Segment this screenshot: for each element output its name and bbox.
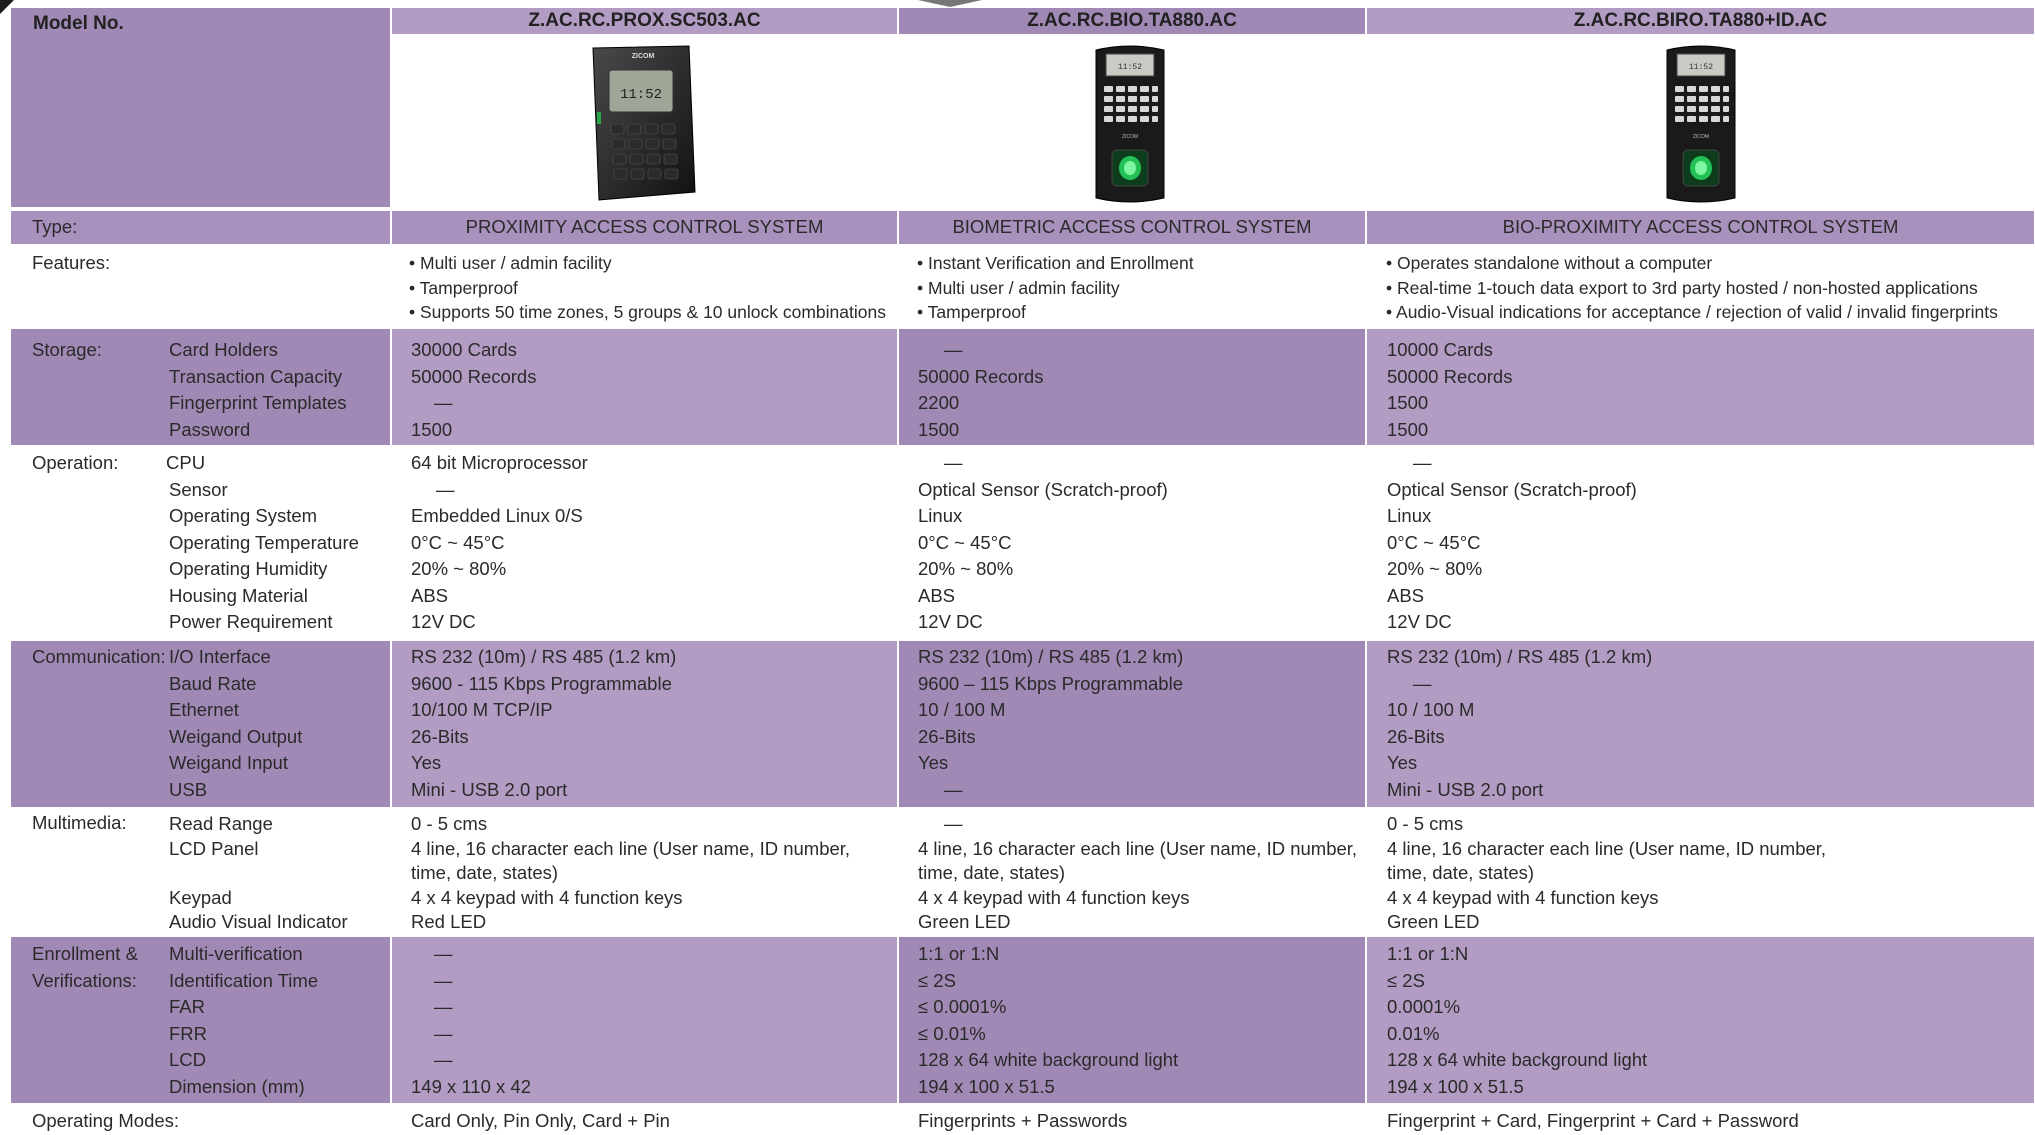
spec-value: 20% ~ 80%: [918, 558, 1014, 579]
fingerprint-terminal-image: [1090, 42, 1170, 211]
communication-label: Communication:: [32, 646, 166, 667]
storage-col-2: [918, 337, 1043, 443]
modes-value-1: Card Only, Pin Only, Card + Pin: [411, 1110, 670, 1131]
spec-value: 4 x 4 keypad with 4 function keys: [411, 886, 683, 908]
spec-value: 30000 Cards: [411, 339, 517, 360]
multimedia-col-3: [1387, 811, 1826, 934]
spec-value: 26-Bits: [918, 725, 976, 747]
feature-item: • Supports 50 time zones, 5 groups & 10 unlock combinations: [409, 302, 886, 322]
spec-value: —: [434, 969, 453, 991]
spec-sub-label: I/O Interface: [169, 646, 271, 667]
multimedia-sub-labels: [169, 811, 348, 934]
feature-item: • Multi user / admin facility: [409, 253, 612, 273]
spec-value: Green LED: [1387, 911, 1480, 932]
modes-value-2: Fingerprints + Passwords: [918, 1110, 1128, 1131]
spec-value: —: [434, 392, 453, 413]
type-label: Type:: [32, 216, 78, 237]
spec-value: 12V DC: [1387, 611, 1452, 632]
spec-value: 12V DC: [411, 611, 476, 632]
spec-value: 26-Bits: [411, 725, 469, 747]
spec-value: RS 232 (10m) / RS 485 (1.2 km): [918, 646, 1184, 667]
spec-value: 26-Bits: [1387, 725, 1445, 747]
top-notch: [918, 0, 982, 7]
spec-sub-label: Audio Visual Indicator: [169, 911, 348, 932]
feature-item: • Real-time 1-touch data export to 3rd party hosted / non-hosted applications: [1386, 277, 1978, 298]
spec-value: ABS: [411, 584, 449, 606]
spec-sub-label: FAR: [169, 996, 205, 1017]
modes-value-3: Fingerprint + Card, Fingerprint + Card + Password: [1387, 1110, 1799, 1131]
enrollment-label-line: Verifications:: [32, 969, 137, 991]
spec-value: ABS: [918, 584, 956, 606]
spec-value: 10 / 100 M: [918, 699, 1006, 720]
model-label-block: [11, 40, 390, 207]
spec-value: 1:1 or 1:N: [1387, 943, 1469, 964]
spec-value: 128 x 64 white background light: [918, 1049, 1179, 1070]
spec-sub-label: Card Holders: [169, 339, 278, 360]
spec-value: —: [434, 1022, 453, 1044]
spec-sub-label: [169, 860, 348, 885]
spec-value: 1:1 or 1:N: [918, 943, 1000, 964]
svg-text:ZICOM: ZICOM: [1121, 134, 1139, 140]
spec-sub-label: CPU: [166, 452, 206, 473]
multimedia-col-2: [918, 811, 1357, 934]
enrollment-col-3: [1387, 941, 1647, 1100]
spec-sub-label: Password: [169, 418, 251, 440]
spec-sub-label: Transaction Capacity: [169, 365, 343, 387]
spec-sub-label: Weigand Input: [169, 752, 288, 773]
spec-value: 10/100 M TCP/IP: [411, 699, 553, 720]
feature-item: • Tamperproof: [409, 277, 518, 298]
spec-value: —: [434, 943, 453, 964]
spec-value: 0°C ~ 45°C: [1387, 531, 1481, 553]
storage-col-1: [411, 337, 536, 443]
spec-value: Yes: [1387, 752, 1418, 773]
spec-sub-label: Ethernet: [169, 699, 239, 720]
spec-value: 0.0001%: [1387, 996, 1461, 1017]
spec-sub-label: LCD: [169, 1049, 207, 1070]
enrollment-col-1: [411, 941, 531, 1100]
spec-value: 4 line, 16 character each line (User name, ID number,: [1387, 837, 1827, 859]
spec-sub-label: Fingerprint Templates: [169, 392, 347, 413]
spec-value: time, date, states): [918, 862, 1066, 883]
spec-value: 4 line, 16 character each line (User name, ID number,: [918, 837, 1358, 859]
brand-label: ZICOM: [631, 53, 655, 60]
enrollment-col-2: [918, 941, 1178, 1100]
spec-value: 0°C ~ 45°C: [411, 531, 505, 553]
spec-sub-label: USB: [169, 778, 208, 800]
spec-sub-label: Housing Material: [169, 584, 308, 606]
spec-value: ≤ 2S: [1387, 969, 1425, 991]
spec-value: 20% ~ 80%: [1387, 558, 1483, 579]
spec-sub-label: FRR: [169, 1022, 208, 1044]
spec-value: Yes: [411, 752, 442, 773]
spec-value: 50000 Records: [918, 365, 1044, 387]
spec-value: 64 bit Microprocessor: [411, 452, 588, 473]
communication-sub-labels: [169, 644, 302, 803]
spec-value: 50000 Records: [411, 365, 537, 387]
communication-col-1: [411, 644, 676, 803]
spec-value: time, date, states): [411, 862, 559, 883]
model-label: Model No.: [11, 8, 390, 40]
spec-value: 50000 Records: [1387, 365, 1513, 387]
spec-value: 9600 - 115 Kbps Programmable: [411, 672, 672, 694]
features-col-1: [409, 251, 886, 325]
spec-sub-label: Read Range: [169, 813, 273, 834]
spec-value: 149 x 110 x 42: [411, 1075, 531, 1097]
keypad-terminal-image: [583, 42, 699, 209]
spec-value: Yes: [918, 752, 949, 773]
spec-value: 4 x 4 keypad with 4 function keys: [918, 886, 1190, 908]
storage-col-3: [1387, 337, 1512, 443]
spec-value: RS 232 (10m) / RS 485 (1.2 km): [411, 646, 677, 667]
spec-sub-label: Power Requirement: [169, 611, 333, 632]
feature-item: • Multi user / admin facility: [917, 277, 1120, 298]
fingerprint-terminal-image-2: [1661, 42, 1741, 211]
svg-text:11:52: 11:52: [1688, 63, 1714, 72]
spec-value: —: [434, 996, 453, 1017]
spec-sub-label: Dimension (mm): [169, 1075, 305, 1097]
operation-col-3: [1387, 450, 1637, 636]
spec-value: —: [1413, 452, 1432, 473]
spec-value: ≤ 2S: [918, 969, 956, 991]
spec-value: 0 - 5 cms: [1387, 813, 1464, 834]
spec-value: Mini - USB 2.0 port: [1387, 778, 1544, 800]
operation-col-2: [918, 450, 1168, 636]
spec-value: —: [944, 813, 963, 834]
spec-value: Optical Sensor (Scratch-proof): [1387, 478, 1637, 500]
spec-value: time, date, states): [1387, 862, 1535, 883]
storage-sub-labels: [169, 337, 347, 443]
spec-sub-label: Operating System: [169, 505, 318, 526]
spec-value: —: [434, 1049, 453, 1070]
spec-value: 2200: [918, 392, 960, 413]
spec-value: ABS: [1387, 584, 1425, 606]
spec-value: —: [436, 478, 455, 500]
spec-value: 0°C ~ 45°C: [918, 531, 1012, 553]
spec-value: 194 x 100 x 51.5: [918, 1075, 1055, 1097]
spec-value: Linux: [918, 505, 963, 526]
spec-sub-label: Multi-verification: [169, 943, 303, 964]
communication-col-3: [1387, 644, 1652, 803]
spec-value: 12V DC: [918, 611, 983, 632]
operation-sub-labels: [166, 450, 359, 636]
spec-value: 0.01%: [1387, 1022, 1440, 1044]
type-value-1: PROXIMITY ACCESS CONTROL SYSTEM: [465, 216, 824, 237]
spec-value: 194 x 100 x 51.5: [1387, 1075, 1524, 1097]
spec-value: 9600 – 115 Kbps Programmable: [918, 672, 1183, 694]
features-col-3: [1386, 251, 1998, 325]
spec-value: Linux: [1387, 505, 1432, 526]
spec-value: 4 line, 16 character each line (User name, ID number,: [411, 837, 851, 859]
model-name-1: Z.AC.RC.PROX.SC503.AC: [392, 8, 897, 34]
spec-value: 10000 Cards: [1387, 339, 1493, 360]
type-value-3: BIO-PROXIMITY ACCESS CONTROL SYSTEM: [1502, 216, 1899, 237]
spec-value: RS 232 (10m) / RS 485 (1.2 km): [1387, 646, 1653, 667]
enrollment-label-line: Enrollment &: [32, 943, 138, 964]
multimedia-label: Multimedia:: [32, 812, 127, 833]
spec-value: 10 / 100 M: [1387, 699, 1475, 720]
spec-sub-label: Sensor: [169, 478, 228, 500]
svg-text:11:52: 11:52: [619, 87, 663, 103]
spec-sub-label: Operating Temperature: [169, 531, 359, 553]
enrollment-sub-labels: [169, 941, 318, 1100]
spec-value: —: [944, 452, 963, 473]
feature-item: • Tamperproof: [917, 302, 1026, 322]
features-col-2: [917, 251, 1194, 325]
multimedia-col-1: [411, 811, 850, 934]
storage-label: Storage:: [32, 339, 102, 360]
spec-value: Embedded Linux 0/S: [411, 505, 583, 526]
spec-value: ≤ 0.0001%: [918, 996, 1007, 1017]
operation-label: Operation:: [32, 452, 119, 473]
features-label: Features:: [32, 252, 111, 273]
model-name-3: Z.AC.RC.BIRO.TA880+ID.AC: [1367, 8, 2034, 34]
feature-item: • Instant Verification and Enrollment: [917, 253, 1194, 273]
spec-sub-label: Identification Time: [169, 969, 319, 991]
spec-value: 20% ~ 80%: [411, 558, 507, 579]
spec-value: Mini - USB 2.0 port: [411, 778, 568, 800]
model-name-2: Z.AC.RC.BIO.TA880.AC: [899, 8, 1365, 34]
modes-label: Operating Modes:: [32, 1110, 180, 1131]
svg-text:11:52: 11:52: [1117, 63, 1143, 72]
spec-value: 1500: [1387, 418, 1429, 440]
spec-value: Red LED: [411, 911, 487, 932]
spec-sub-label: Weigand Output: [169, 725, 303, 747]
spec-value: 4 x 4 keypad with 4 function keys: [1387, 886, 1659, 908]
spec-value: —: [944, 778, 963, 800]
spec-value: Optical Sensor (Scratch-proof): [918, 478, 1168, 500]
communication-col-2: [918, 644, 1183, 803]
enrollment-label: [32, 941, 138, 994]
spec-sub-label: Keypad: [169, 886, 232, 908]
spec-value: 0 - 5 cms: [411, 813, 488, 834]
spec-value: —: [1413, 672, 1432, 694]
spec-value: 1500: [1387, 392, 1429, 413]
spec-sub-label: LCD Panel: [169, 837, 259, 859]
spec-sub-label: Baud Rate: [169, 672, 257, 694]
spec-value: 128 x 64 white background light: [1387, 1049, 1648, 1070]
spec-value: ≤ 0.01%: [918, 1022, 986, 1044]
svg-text:ZICOM: ZICOM: [1692, 134, 1710, 140]
feature-item: • Audio-Visual indications for acceptance / rejection of valid / invalid fingerprints: [1386, 302, 1998, 322]
operation-col-1: [411, 450, 588, 636]
feature-item: • Operates standalone without a computer: [1386, 253, 1713, 273]
spec-value: Green LED: [918, 911, 1011, 932]
spec-value: 1500: [411, 418, 453, 440]
spec-sub-label: Operating Humidity: [169, 558, 328, 579]
type-value-2: BIOMETRIC ACCESS CONTROL SYSTEM: [952, 216, 1312, 237]
spec-value: 1500: [918, 418, 960, 440]
spec-value: —: [944, 339, 963, 360]
